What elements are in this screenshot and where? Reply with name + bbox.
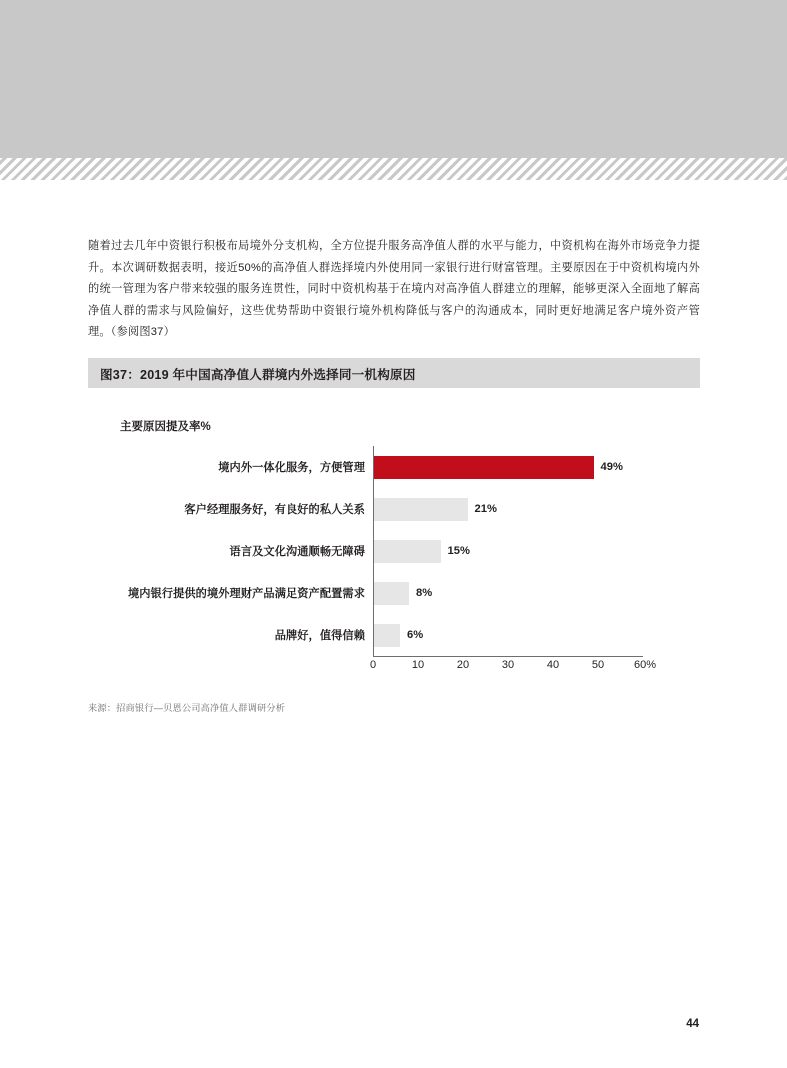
chart-row: [88, 446, 700, 488]
chart-row: [88, 530, 700, 572]
chart-y-axis: [373, 446, 374, 656]
chart-bar-zone: [373, 488, 643, 530]
chart-bar: [373, 540, 441, 563]
chart-category-label: 境内外一体化服务，方便管理: [218, 462, 365, 474]
chart-x-tick: 40: [546, 659, 560, 671]
figure-title: 图37：2019 年中国高净值人群境内外选择同一机构原因: [100, 367, 416, 382]
chart-bar-value: 15%: [447, 545, 470, 557]
chart-category-label: 语言及文化沟通顺畅无障碍: [229, 546, 365, 558]
chart-bar-zone: [373, 530, 643, 572]
chart-row: [88, 572, 700, 614]
chart-x-tick: 30: [501, 659, 515, 671]
body-paragraph: 随着过去几年中资银行积极布局境外分支机构，全方位提升服务高净值人群的水平与能力，中资机构在海外市场竞争力提升。本次调研数据表明，接近50%的高净值人群选择境内外使用同一家银行进行财富管理。主要原因在于中资机构境内外的统一管理为客户带来较强的服务连贯性，同时中资机构基于在境内对高净值人群建立的理解，能够更深入全面地了解高净值人群的需求与风险偏好，这些优势帮助中资银行境外机构降低与客户的沟通成本，同时更好地满足客户境外资产管理。（参阅图37）: [88, 240, 700, 339]
chart-x-tick-labels: [369, 659, 663, 679]
chart-x-tick: 60%: [633, 659, 657, 671]
chart-bar-value: 6%: [407, 629, 424, 641]
chart-bar-zone: [373, 446, 643, 488]
chart-bar-value: 8%: [416, 587, 433, 599]
header-hatch-pattern: [0, 158, 787, 180]
chart-bar: [373, 624, 400, 647]
chart-x-axis: [373, 656, 643, 657]
chart-subtitle: 主要原因提及率%: [120, 421, 211, 433]
page-number: 44: [686, 1018, 699, 1030]
body-content: [88, 225, 700, 355]
chart-category-label: 客户经理服务好，有良好的私人关系: [184, 504, 365, 516]
chart-category-label: 品牌好，值得信赖: [274, 630, 365, 642]
chart-x-tick: 0: [369, 659, 377, 671]
chart-bar-value: 49%: [600, 461, 623, 473]
chart-x-tick: 20: [456, 659, 470, 671]
chart-plot-area: [88, 446, 700, 676]
header-band: [0, 0, 787, 158]
chart-bar-value: 21%: [474, 503, 497, 515]
chart-rows: [88, 446, 700, 656]
chart-row: [88, 614, 700, 656]
chart-bar: [373, 582, 409, 605]
chart-x-tick: 50: [591, 659, 605, 671]
chart-row: [88, 488, 700, 530]
chart-container: [88, 398, 700, 698]
chart-x-tick: 10: [411, 659, 425, 671]
chart-bar-zone: [373, 614, 643, 656]
chart-category-label: 境内银行提供的境外理财产品满足资产配置需求: [127, 588, 365, 600]
chart-bar: [373, 456, 594, 479]
chart-bar: [373, 498, 468, 521]
figure-title-bar: [88, 358, 700, 388]
chart-bar-zone: [373, 572, 643, 614]
figure-source: 来源：招商银行—贝恩公司高净值人群调研分析: [88, 703, 286, 713]
